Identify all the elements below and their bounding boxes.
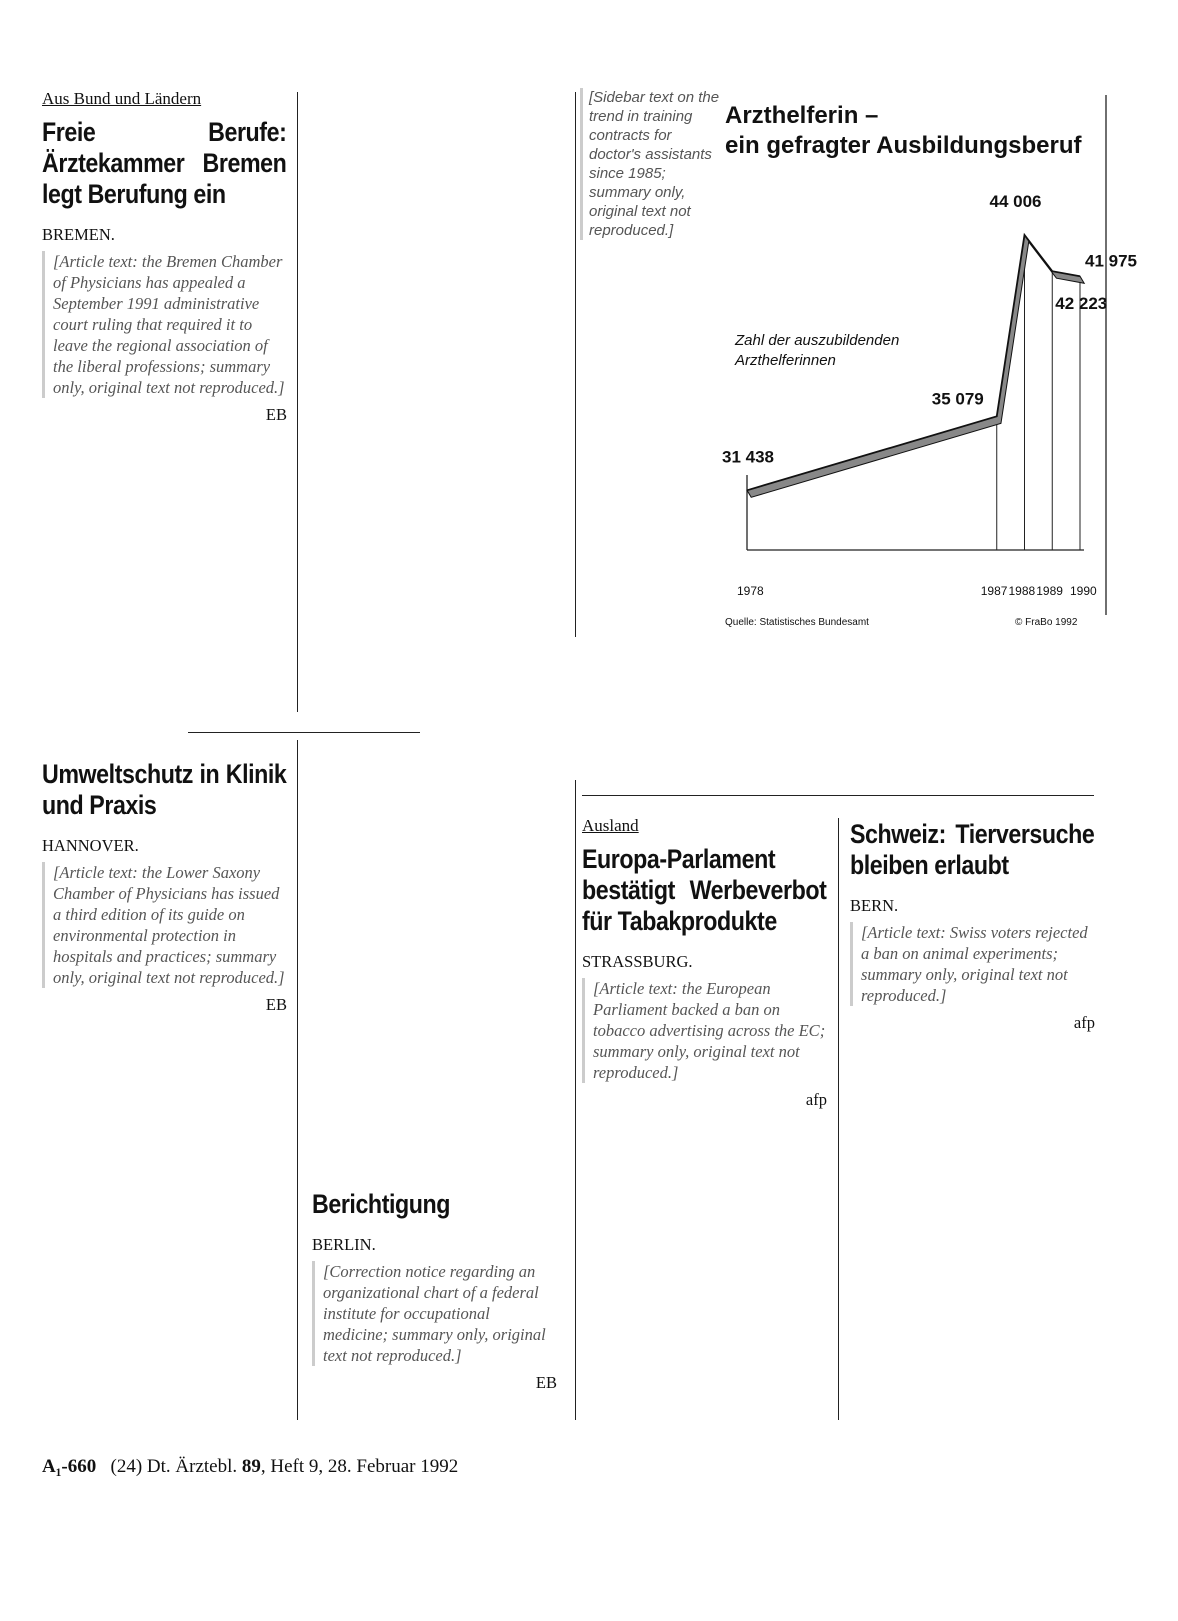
signature: EB [535,1373,557,1392]
column-rule [297,92,298,712]
column-rule [297,740,298,1420]
x-tick-label: 1978 [737,584,764,598]
chart-svg [722,95,1137,660]
article-berichtigung [312,1185,557,1393]
issue-suffix: , Heft 9, 28. Februar 1992 [260,1456,459,1477]
rubric: Ausland [582,816,639,835]
chart-subtitle-line1: Zahl der auszubildenden [735,332,900,349]
article-summary: [Article text: the Bremen Chamber of Physicians has appealed a September 1991 administrative court ruling that required it to leave the regional association of the liberal professions; summary only, original text not reproduced.] [42,251,287,398]
headline: Europa-Parlament bestätigt Werbeverbot für Tabakprodukte [582,844,827,936]
x-tick-label: 1987 [980,584,1008,598]
page-footer [42,1456,458,1478]
column-rule [575,92,576,637]
sidebar-text [580,88,725,240]
chart-credit: © FraBo 1992 [1015,617,1078,628]
data-label: 42 223 [1055,294,1108,314]
article-summary: [Article text: Swiss voters rejected a ban on animal experiments; summary only, original text not reproduced.] [850,922,1095,1006]
x-tick-label: 1990 [1070,584,1097,598]
data-label: 41 975 [1085,251,1137,271]
chart-subtitle-line2: Arzthelferinnen [735,352,836,369]
x-tick-label: 1988 [1008,584,1036,598]
chart-marks [722,192,1137,598]
dateline: STRASSBURG. [582,952,693,971]
data-label: 44 006 [989,192,1042,211]
signature: EB [265,995,287,1014]
article-europa-parlament [582,815,827,1110]
dateline: HANNOVER. [42,836,139,855]
article-summary: [Correction notice regarding an organizational chart of a federal institute for occupational medicine; summary only, original text not reproduced.] [312,1261,557,1366]
sidebar-summary: [Sidebar text on the trend in training contracts for doctor's assistants since 1985; summary only, original text not reproduced.] [580,88,725,240]
chart-arzthelferin [722,95,1137,660]
column-rule [838,818,839,1420]
article-summary: [Article text: the European Parliament backed a ban on tobacco advertising across the EC; summary only, original text not reproduced.] [582,978,827,1083]
signature: afp [1073,1013,1095,1032]
article-freie-berufe [42,88,287,425]
dateline: BERN. [850,896,899,915]
section-divider [582,795,1094,796]
headline: Freie Berufe: Ärztekammer Bremen legt Berufung ein [42,117,287,209]
section-divider [188,732,420,733]
signature: afp [805,1090,827,1109]
issue-prefix: (24) Dt. Ärztebl. [110,1456,238,1477]
rubric: Aus Bund und Ländern [42,89,202,108]
article-schweiz [850,815,1095,1033]
page-number: A₁-660 [42,1456,97,1477]
chart-title-line1: Arzthelferin – [725,102,879,129]
x-tick-label: 1989 [1036,584,1063,598]
article-summary: [Article text: the Lower Saxony Chamber of Physicians has issued a third edition of its guide on environmental protection in hospitals and practices; summary only, original text not reproduced.] [42,862,287,988]
article-umweltschutz [42,755,287,1015]
data-label: 31 438 [722,447,774,467]
chart-source: Quelle: Statistisches Bundesamt [725,617,869,628]
volume: 89 [241,1456,261,1477]
headline: Schweiz: Tierversuche bleiben erlaubt [850,819,1095,880]
column-rule [575,780,576,1420]
headline: Berichtigung [312,1189,451,1219]
dateline: BERLIN. [312,1235,376,1254]
data-label: 35 079 [931,389,984,409]
signature: EB [265,405,287,424]
headline: Umweltschutz in Klinik und Praxis [42,759,287,820]
chart-title-line2: ein gefragter Ausbildungsberuf [725,132,1082,159]
dateline: BREMEN. [42,225,115,244]
